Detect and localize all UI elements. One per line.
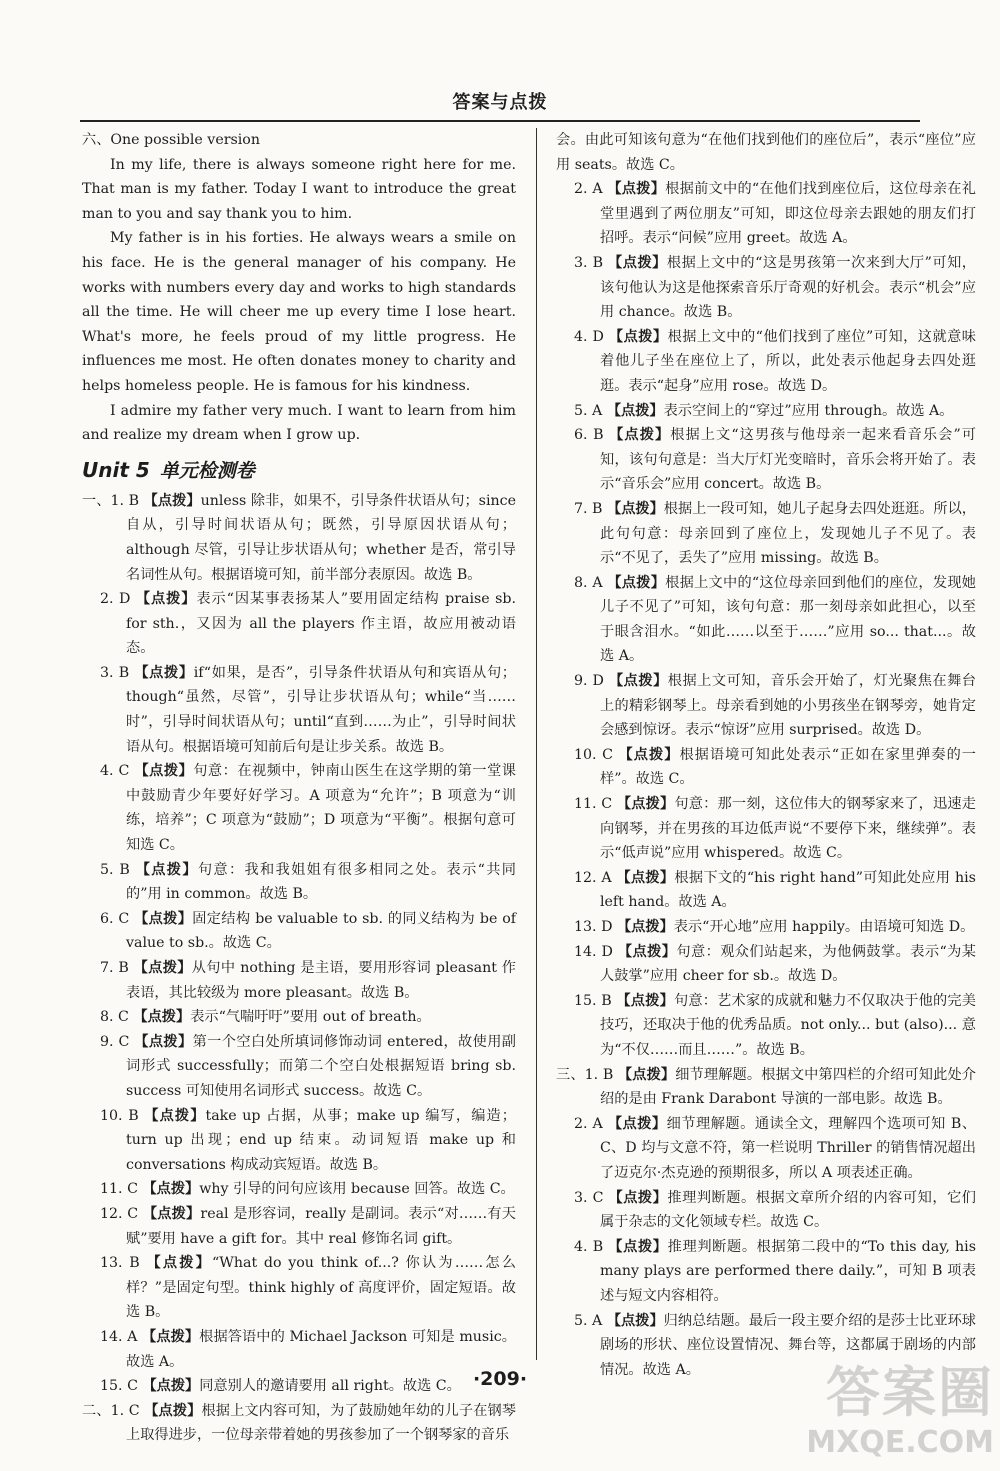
answer-number: 3. C xyxy=(574,1189,604,1206)
answer-item xyxy=(82,858,516,907)
header-title: 答案与点拨 xyxy=(452,92,548,113)
answer-number: 4. B xyxy=(574,1238,604,1255)
answer-number: 6. C xyxy=(100,910,130,927)
essay-paragraph: My father is in his forties. He always wears a smile on his face. He is the general manager of his company. He works with numbers every day and works to high standards all the time. He will cheer me up every time I lose heart. What's more, he feels proud of my little progress. He influences me most. He often donates money to charity and helps homeless people. He is famous for his kindness. xyxy=(82,230,516,394)
answer-number: 14. A xyxy=(100,1328,138,1345)
answer-item xyxy=(82,587,516,661)
hint-tag: 【点拨】 xyxy=(142,1378,200,1395)
answer-text: 固定结构 be valuable to sb. 的同义结构为 be of value to sb.。故选 C。 xyxy=(126,910,516,952)
answer-text: 根据上文内容可知，为了鼓励她年幼的儿子在钢琴上取得进步，一位母亲带着她的男孩参加了一个钢琴家的音乐 xyxy=(126,1402,516,1444)
answer-item xyxy=(556,399,976,424)
answer-number: 15. C xyxy=(100,1378,138,1395)
answer-item xyxy=(82,1325,516,1374)
answer-item xyxy=(556,1186,976,1235)
answer-text: 句意：我和我姐姐有很多相同之处。表示“共同的”用 in common。故选 B。 xyxy=(126,861,516,903)
answer-item xyxy=(556,743,976,792)
hint-tag: 【点拨】 xyxy=(608,328,668,345)
answer-item xyxy=(556,940,976,989)
unit-heading xyxy=(82,456,516,485)
hint-tag: 【点拨】 xyxy=(616,919,674,935)
right-column xyxy=(556,128,976,1382)
answer-number: 8. A xyxy=(574,574,603,591)
answer-number: 4. C xyxy=(100,763,130,780)
answer-number: 11. C xyxy=(100,1181,138,1198)
answer-item xyxy=(82,1030,516,1104)
hint-tag: 【点拨】 xyxy=(608,254,667,271)
hint-tag: 【点拨】 xyxy=(135,591,197,608)
answer-text: 根据上文可知，音乐会开始了，灯光聚焦在舞台上的精彩钢琴上。母亲看到她的小男孩坐在钢琴旁，她肯定会感到惊讶。表示“惊讶”应用 surprised。故选 D。 xyxy=(600,673,976,739)
answer-text: take up 占据，从事；make up 编写，编造；turn up 出现；end up 结束。动词短语 make up 和 conversations 构成动宾短语。故选 B。 xyxy=(126,1107,516,1173)
answer-item xyxy=(556,915,976,940)
answer-item xyxy=(82,1251,516,1325)
answer-text: 根据前文中的“在他们找到座位后，这位母亲在礼堂里遇到了两位朋友”可知，即这位母亲去跟她的朋友们打招呼。表示“问候”应用 greet。故选 A。 xyxy=(600,181,976,247)
answer-item xyxy=(82,1202,516,1251)
hint-tag: 【点拨】 xyxy=(142,1205,201,1222)
essay-paragraph: In my life, there is always someone right here for me. That man is my father. Today I want to introduce the great man to you and say thank you to him. xyxy=(82,156,516,222)
answer-text: 第一个空白处所填词修饰动词 entered，故使用副词形式 successfully；而第二个空白处根据短语 bring sb. success 可知使用名词形式 success。故选 C。 xyxy=(126,1033,516,1099)
right-answer-list xyxy=(556,177,976,1382)
answer-text: 表示空间上的“穿过”应用 through。故选 A。 xyxy=(663,402,954,419)
unit-title: Unit 5 xyxy=(82,457,150,482)
answer-number: 9. C xyxy=(100,1033,130,1050)
answer-item xyxy=(82,907,516,956)
answer-item xyxy=(556,989,976,1063)
hint-tag: 【点拨】 xyxy=(143,492,201,509)
hint-tag: 【点拨】 xyxy=(616,796,675,813)
answer-number: 12. A xyxy=(574,869,612,886)
hint-tag: 【点拨】 xyxy=(134,763,194,780)
answer-number: 三、1. B xyxy=(556,1066,614,1083)
essay-label: 六、One possible version xyxy=(82,132,260,148)
answer-text: 根据上文中的“这位母亲回到他们的座位，发现她儿子不见了”可知，该句句意：那一刻母亲如此担心，以至于眼含泪水。“如此……以至于……”应用 so... that...。故选 A。 xyxy=(600,574,976,665)
answer-text: 根据上文中的“他们找到了座位”可知，这就意味着他儿子坐在座位上了，所以，此处表示他起身去四处逛逛。表示“起身”应用 rose。故选 D。 xyxy=(600,328,976,394)
watermark-logo xyxy=(794,1361,994,1471)
answer-text: 表示“开心地”应用 happily。由语境可知选 D。 xyxy=(673,919,975,935)
hint-tag: 【点拨】 xyxy=(144,1402,202,1419)
answer-number: 7. B xyxy=(574,500,603,517)
hint-tag: 【点拨】 xyxy=(133,960,192,976)
answer-number: 3. B xyxy=(574,254,603,271)
answer-item xyxy=(82,489,516,587)
watermark-top: 答案圈 xyxy=(826,1361,994,1424)
answer-item xyxy=(82,1005,516,1030)
answer-text: 从句中 nothing 是主语，要用形容词 pleasant 作表语，其比较级为 more pleasant。故选 B。 xyxy=(126,960,516,1001)
answer-text: 根据上文中的“这是男孩第一次来到大厅”可知，该句他认为这是他探索音乐厅奇观的好机会。表示“机会”应用 chance。故选 B。 xyxy=(600,254,976,321)
page-header xyxy=(80,84,920,122)
hint-tag: 【点拨】 xyxy=(607,500,664,517)
answer-number: 14. D xyxy=(574,943,613,960)
answer-item xyxy=(556,792,976,866)
answer-number: 13. D xyxy=(574,919,613,935)
hint-tag: 【点拨】 xyxy=(616,992,674,1009)
answer-item xyxy=(556,669,976,743)
answer-text: 细节理解题。根据文中第四栏的介绍可知此处介绍的是由 Frank Darabont 导演的一部电影。故选 B。 xyxy=(600,1066,976,1108)
hint-tag: 【点拨】 xyxy=(135,861,198,878)
answer-number: 7. B xyxy=(100,960,129,976)
answer-item xyxy=(556,325,976,399)
unit-subtitle: 单元检测卷 xyxy=(159,459,255,482)
continuation-text: 会。由此可知该句意为“在他们找到他们的座位后”，表示“座位”应用 seats。故选 C。 xyxy=(556,132,976,173)
answer-item xyxy=(556,1112,976,1186)
hint-tag: 【点拨】 xyxy=(617,943,677,960)
answer-item xyxy=(556,251,976,325)
answer-text: 推理判断题。根据第二段中的“To this day, his many plays are performed there daily.”，可知 B 项表述与短文内容相符。 xyxy=(600,1238,976,1304)
hint-tag: 【点拨】 xyxy=(142,1328,200,1345)
answer-number: 13. B xyxy=(100,1255,140,1272)
answer-text: 句意：观众们站起来，为他俩鼓掌。表示“为某人鼓掌”应用 cheer for sb.。故选 D。 xyxy=(600,943,976,985)
watermark-bottom: MXQE.COM xyxy=(806,1425,994,1460)
answer-text: 归纳总结题。最后一段主要介绍的是莎士比亚环球剧场的形状、座位设置情况、舞台等，这都属于剧场的内部情况。故选 A。 xyxy=(600,1312,976,1378)
answer-item xyxy=(82,661,516,759)
answer-number: 15. B xyxy=(574,992,612,1009)
hint-tag: 【点拨】 xyxy=(134,910,193,927)
answer-text: 根据上文“这男孩与他母亲一起来看音乐会”可知，该句句意是：当大厅灯光变暗时，音乐会将开始了。表示“音乐会”应用 concert。故选 B。 xyxy=(600,427,976,493)
hint-tag: 【点拨】 xyxy=(616,869,675,886)
answer-number: 3. B xyxy=(100,664,130,681)
hint-tag: 【点拨】 xyxy=(144,1107,206,1124)
answer-text: unless 除非，如果不，引导条件状语从句；since 自从，引导时间状语从句；既然，引导原因状语从句；although 尽管，引导让步状语从句；whether 是否，常引导名词性从句。根据语境可知，前半部分表原因。故选 B。 xyxy=(126,492,516,583)
answer-number: 5. B xyxy=(100,861,130,878)
left-answer-list xyxy=(82,489,516,1448)
answer-text: 同意别人的邀请要用 all right。故选 C。 xyxy=(199,1378,461,1395)
hint-tag: 【点拨】 xyxy=(134,664,194,681)
answer-text: why 引导的问句应该用 because 回答。故选 C。 xyxy=(199,1181,515,1198)
answer-text: 句意：那一刻，这位伟大的钢琴家来了，迅速走向钢琴，并在男孩的耳边低声说“不要停下来，继续弹”。表示“低声说”应用 whispered。故选 C。 xyxy=(600,796,976,862)
answer-number: 9. D xyxy=(574,673,604,690)
answer-number: 12. C xyxy=(100,1205,139,1222)
answer-text: 表示“气喘吁吁”要用 out of breath。 xyxy=(190,1009,431,1026)
answer-text: 句意：艺术家的成就和魅力不仅取决于他的完美技巧，还取决于他的优秀品质。not only... but (also)... 意为“不仅……而且……”。故选 B。 xyxy=(600,992,976,1058)
answer-number: 4. D xyxy=(574,328,604,345)
hint-tag: 【点拨】 xyxy=(608,1189,668,1206)
answer-item xyxy=(556,1063,976,1112)
hint-tag: 【点拨】 xyxy=(607,1115,667,1132)
hint-tag: 【点拨】 xyxy=(606,1312,664,1329)
hint-tag: 【点拨】 xyxy=(618,746,680,763)
answer-text: real 是形容词，really 是副词。表示“对……有天赋”要用 have a gift for。其中 real 修饰名词 gift。 xyxy=(126,1205,516,1247)
answer-item xyxy=(82,759,516,857)
answer-text: 根据上一段可知，她儿子起身去四处逛逛。所以，此句句意：母亲回到了座位上，发现她儿子不见了。表示“不见了，丢失了”应用 missing。故选 B。 xyxy=(600,500,976,567)
answer-text: 表示“因某事表扬某人”要用固定结构 praise sb. for sth.，又因为 all the players 作主语，故应用被动语态。 xyxy=(126,591,517,657)
answer-number: 8. C xyxy=(100,1009,129,1026)
answer-number: 10. B xyxy=(100,1107,139,1124)
hint-tag: 【点拨】 xyxy=(606,402,664,419)
hint-tag: 【点拨】 xyxy=(142,1181,200,1198)
answer-text: “What do you think of...? 你认为……怎么样？”是固定句型。think highly of 高度评价，固定短语。故选 B。 xyxy=(126,1255,516,1321)
hint-tag: 【点拨】 xyxy=(609,427,671,444)
answer-item xyxy=(556,423,976,497)
answer-number: 6. B xyxy=(574,427,604,444)
answer-text: 句意：在视频中，钟南山医生在这学期的第一堂课中鼓励青少年要好好学习。A 项意为“允许”；B 项意为“训练，培养”；C 项意为“鼓励”；D 项意为“平衡”。根据句意可知选 C。 xyxy=(126,763,516,854)
answer-number: 5. A xyxy=(574,402,603,419)
answer-text: 推理判断题。根据文章所介绍的内容可知，它们属于杂志的文化领域专栏。故选 C。 xyxy=(600,1189,976,1231)
column-divider xyxy=(536,128,537,1360)
answer-item xyxy=(556,571,976,669)
answer-number: 2. D xyxy=(100,591,131,608)
answer-number: 二、1. C xyxy=(82,1402,140,1419)
answer-text: if“如果，是否”，引导条件状语从句和宾语从句；though“虽然，尽管”，引导让步状语从句；while“当……时”，引导时间状语从句；until“直到……为止”，引导时间状语从句。根据语境可知前后句是让步关系。故选 B。 xyxy=(126,664,516,755)
answer-number: 10. C xyxy=(574,746,613,763)
answer-text: 根据答语中的 Michael Jackson 可知是 music。故选 A。 xyxy=(126,1328,516,1370)
answer-item xyxy=(556,497,976,571)
hint-tag: 【点拨】 xyxy=(607,574,666,591)
answer-number: 5. A xyxy=(574,1312,603,1329)
hint-tag: 【点拨】 xyxy=(617,1066,676,1083)
hint-tag: 【点拨】 xyxy=(607,181,666,198)
answer-item xyxy=(82,956,516,1005)
answer-item xyxy=(82,1104,516,1178)
hint-tag: 【点拨】 xyxy=(146,1255,213,1272)
answer-number: 一、1. B xyxy=(82,492,140,509)
hint-tag: 【点拨】 xyxy=(133,1009,191,1026)
hint-tag: 【点拨】 xyxy=(608,673,668,690)
page-number: ·209· xyxy=(472,1368,528,1390)
answer-number: 2. A xyxy=(574,181,603,198)
answer-text: 根据语境可知此处表示“正如在家里弹奏的一样”。故选 C。 xyxy=(600,746,976,788)
answer-text: 根据下文的“his right hand”可知此处应用 his left hand。故选 A。 xyxy=(600,869,976,911)
answer-number: 11. C xyxy=(574,796,613,813)
answer-item xyxy=(82,1399,516,1448)
answer-item xyxy=(82,1177,516,1202)
essay-paragraph: I admire my father very much. I want to learn from him and realize my dream when I grow up. xyxy=(82,402,516,444)
answer-item xyxy=(556,1235,976,1309)
answer-item xyxy=(556,177,976,251)
left-column xyxy=(82,128,516,1448)
answer-item xyxy=(556,866,976,915)
answer-text: 细节理解题。通读全文，理解四个选项可知 B、C、D 均与文意不符，第一栏说明 Thriller 的销售情况超出了迈克尔·杰克逊的预期很多，所以 A 项表述正确。 xyxy=(600,1115,977,1181)
hint-tag: 【点拨】 xyxy=(608,1238,668,1255)
answer-number: 2. A xyxy=(574,1115,603,1132)
hint-tag: 【点拨】 xyxy=(134,1033,193,1050)
